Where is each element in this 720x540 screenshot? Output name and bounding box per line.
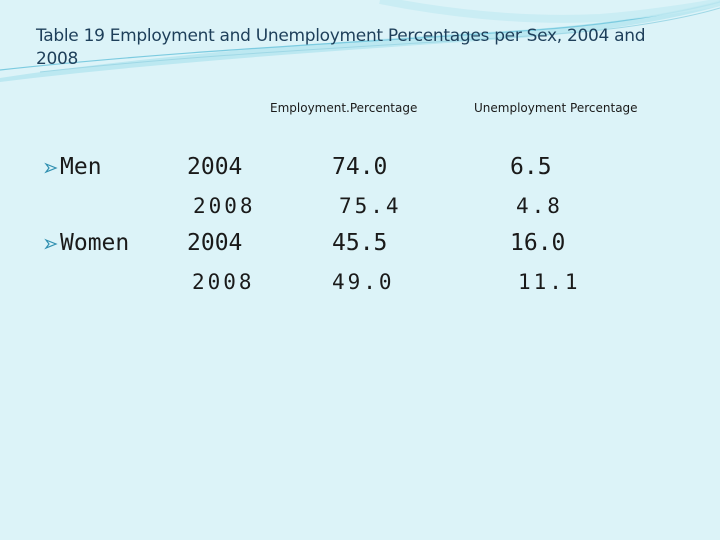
year-cell: 2008 <box>192 270 255 294</box>
unemployment-column-header: Unemployment Percentage <box>474 101 638 115</box>
group-label-text: Men <box>60 154 102 180</box>
year-cell: 2008 <box>193 194 256 218</box>
employment-cell: 45.5 <box>332 230 388 256</box>
slide-title: Table 19 Employment and Unemployment Percentages per Sex, 2004 and 2008 <box>36 26 646 69</box>
arrow-bullet-icon <box>44 161 58 175</box>
group-label-women <box>44 230 129 256</box>
unemployment-cell: 4.8 <box>516 194 563 218</box>
arrow-bullet-icon <box>44 237 58 251</box>
unemployment-cell: 11.1 <box>518 270 581 294</box>
year-cell: 2004 <box>187 230 243 256</box>
employment-cell: 75.4 <box>339 194 402 218</box>
employment-cell: 49.0 <box>332 270 395 294</box>
year-cell: 2004 <box>187 154 243 180</box>
unemployment-cell: 6.5 <box>510 154 552 180</box>
unemployment-cell: 16.0 <box>510 230 566 256</box>
employment-cell: 74.0 <box>332 154 388 180</box>
group-label-men <box>44 154 102 180</box>
group-label-text: Women <box>60 230 130 256</box>
employment-column-header: Employment.Percentage <box>270 101 418 115</box>
